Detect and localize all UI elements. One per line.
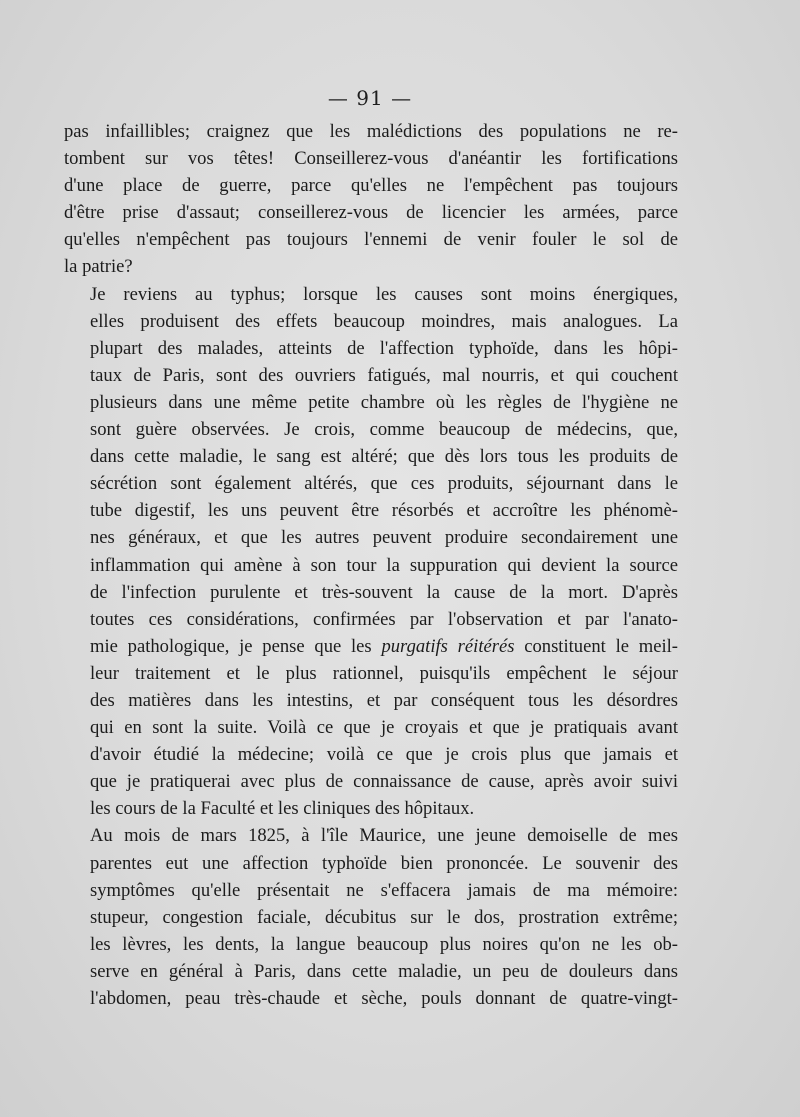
text-line: serve en général à Paris, dans cette maladie, un peu de douleurs dans xyxy=(90,960,678,982)
text-line: nes généraux, et que les autres peuvent produire secondairement une xyxy=(90,527,678,549)
text-line: dans cette maladie, le sang est altéré; que dès lors tous les produits de xyxy=(90,446,678,468)
emphasis-text: purgatifs réitérés xyxy=(381,635,515,657)
paragraph-3 xyxy=(64,822,678,1012)
text-line: parentes eut une affection typhoïde bien prononcée. Le souvenir des xyxy=(90,852,678,874)
text-line: tube digestif, les uns peuvent être résorbés et accroître les phénomè- xyxy=(90,500,678,522)
text-line: taux de Paris, sont des ouvriers fatigués, mal nourris, et qui couchent xyxy=(90,364,678,386)
paragraph-1 xyxy=(64,118,678,281)
text-line: symptômes qu'elle présentait ne s'effacera jamais de ma mémoire: xyxy=(90,879,678,901)
text-line: que je pratiquerai avec plus de connaissance de cause, après avoir suivi xyxy=(90,771,678,793)
text-line: plupart des malades, atteints de l'affection typhoïde, dans les hôpi- xyxy=(90,337,678,359)
text-line: la patrie? xyxy=(64,256,133,278)
text-line-with-emphasis xyxy=(64,633,678,660)
text-line: de l'infection purulente et très-souvent la cause de la mort. D'après xyxy=(90,581,678,603)
text-line: leur traitement et le plus rationnel, puisqu'ils empêchent le séjour xyxy=(90,662,678,684)
text-line: inflammation qui amène à son tour la suppuration qui devient la source xyxy=(90,554,678,576)
text-line: les cours de la Faculté et les cliniques des hôpitaux. xyxy=(90,798,475,820)
page-number: — 91 — xyxy=(327,86,413,110)
text-line: elles produisent des effets beaucoup moindres, mais analogues. La xyxy=(90,310,678,332)
text-line: Au mois de mars 1825, à l'île Maurice, une jeune demoiselle de mes xyxy=(90,825,678,847)
text-line: plusieurs dans une même petite chambre où les règles de l'hygiène ne xyxy=(90,391,678,413)
text-line: l'abdomen, peau très-chaude et sèche, pouls donnant de quatre-vingt- xyxy=(90,988,678,1009)
text-line: sécrétion sont également altérés, que ces produits, séjournant dans le xyxy=(90,473,678,495)
text-segment: constituent le meil- xyxy=(514,635,678,657)
text-line: stupeur, congestion faciale, décubitus sur le dos, prostration extrême; xyxy=(90,906,678,928)
text-line: sont guère observées. Je crois, comme beaucoup de médecins, que, xyxy=(90,419,678,441)
text-line: tombent sur vos têtes! Conseillerez-vous d'anéantir les fortifications xyxy=(64,148,678,170)
text-line: d'une place de guerre, parce qu'elles ne l'empêchent pas toujours xyxy=(64,175,678,197)
paragraph-2 xyxy=(64,281,678,823)
text-line: toutes ces considérations, confirmées par l'observation et par l'anato- xyxy=(90,608,678,630)
text-line: d'avoir étudié la médecine; voilà ce que je crois plus que jamais et xyxy=(90,744,678,766)
text-line: les lèvres, les dents, la langue beaucoup plus noires qu'on ne les ob- xyxy=(90,933,678,955)
text-line: des matières dans les intestins, et par conséquent tous les désordres xyxy=(90,689,678,711)
text-line: qui en sont la suite. Voilà ce que je croyais et que je pratiquais avant xyxy=(90,717,678,739)
text-line: qu'elles n'empêchent pas toujours l'ennemi de venir fouler le sol de xyxy=(64,229,678,251)
text-line: d'être prise d'assaut; conseillerez-vous de licencier les armées, parce xyxy=(64,202,678,224)
text-line: Je reviens au typhus; lorsque les causes sont moins énergiques, xyxy=(90,283,678,305)
body-text xyxy=(64,118,678,1012)
text-segment: mie pathologique, je pense que les xyxy=(90,635,382,657)
text-line: pas infaillibles; craignez que les malédictions des populations ne re- xyxy=(64,121,678,142)
